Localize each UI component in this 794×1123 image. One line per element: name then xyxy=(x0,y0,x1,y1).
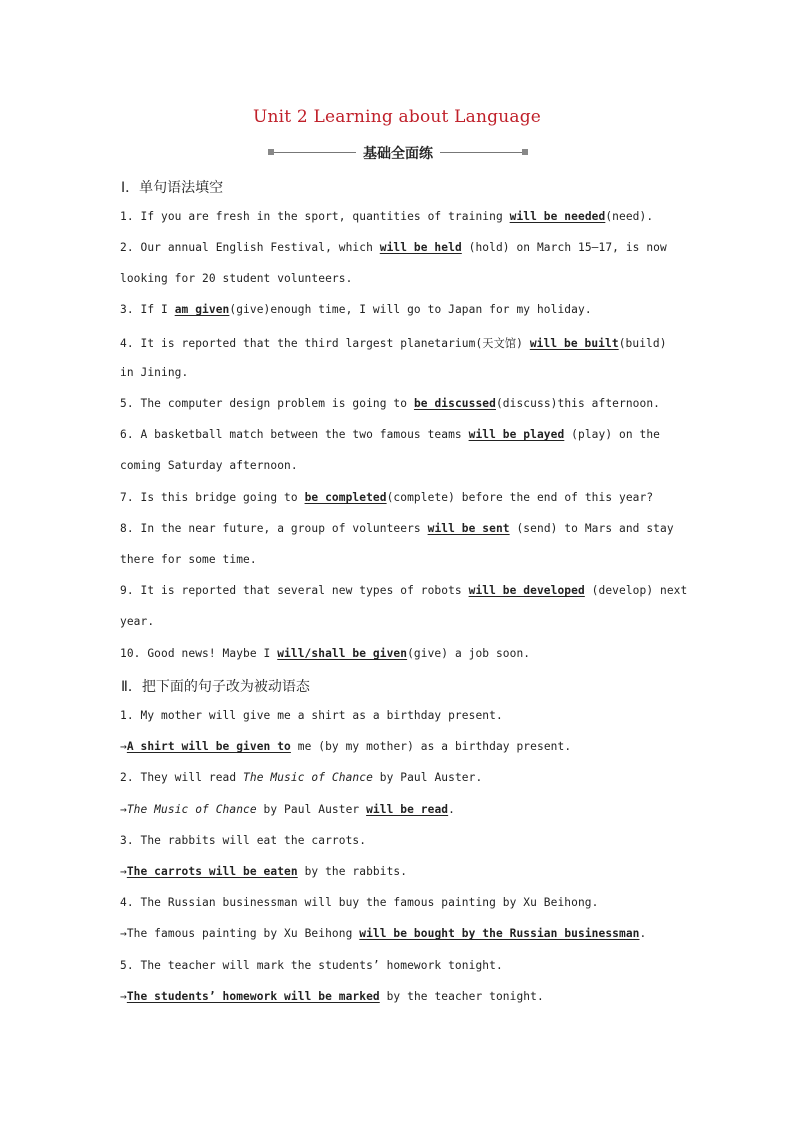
section-2-heading: Ⅱ．把下面的句子改为被动语态 xyxy=(121,679,310,695)
rewrite-answer-3: →The carrots will be eaten by the rabbits. xyxy=(120,865,408,878)
rewrite-answer-4: →The famous painting by Xu Beihong will be bought by the Russian businessman. xyxy=(120,927,647,940)
answer-10: will/shall be given xyxy=(277,647,408,660)
answer-4: will be built xyxy=(529,337,619,350)
arrow-icon: → xyxy=(120,927,127,940)
answer-8: will be sent xyxy=(427,522,510,535)
question-8-cont: there for some time. xyxy=(120,553,257,566)
page-title: Unit 2 Learning about Language xyxy=(252,107,542,127)
rewrite-question-5: 5. The teacher will mark the students’ homework tonight. xyxy=(120,959,503,972)
arrow-icon: → xyxy=(120,865,127,878)
rewrite-question-3: 3. The rabbits will eat the carrots. xyxy=(120,834,367,847)
rewrite-question-2: 2. They will read The Music of Chance by Paul Auster. xyxy=(120,771,483,784)
question-6: 6. A basketball match between the two famous teams will be played (play) on the xyxy=(120,428,661,441)
answer-6: will be played xyxy=(468,428,565,441)
question-9: 9. It is reported that several new types of robots will be developed (develop) next xyxy=(120,584,688,597)
rewrite-answer-5: →The students’ homework will be marked by the teacher tonight. xyxy=(120,990,544,1003)
question-6-cont: coming Saturday afternoon. xyxy=(120,459,298,472)
question-4-cont: in Jining. xyxy=(120,366,189,379)
answer-2: will be held xyxy=(379,241,462,254)
rewrite-answer-1: →A shirt will be given to me (by my mother) as a birthday present. xyxy=(120,740,572,753)
rewrite-question-1: 1. My mother will give me a shirt as a birthday present. xyxy=(120,709,503,722)
banner-label: 基础全面练 xyxy=(363,146,433,162)
rewrite-question-4: 4. The Russian businessman will buy the famous painting by Xu Beihong. xyxy=(120,896,599,909)
banner-right-rule xyxy=(440,152,522,153)
question-9-cont: year. xyxy=(120,615,155,628)
arrow-icon: → xyxy=(120,740,127,753)
question-7: 7. Is this bridge going to be completed(complete) before the end of this year? xyxy=(120,491,654,504)
question-3: 3. If I am given(give)enough time, I will go to Japan for my holiday. xyxy=(120,303,592,316)
question-8: 8. In the near future, a group of volunteers will be sent (send) to Mars and stay xyxy=(120,522,674,535)
section-1-heading: Ⅰ．单句语法填空 xyxy=(121,180,224,196)
answer-9: will be developed xyxy=(468,584,585,597)
answer-7: be completed xyxy=(304,491,387,504)
question-4: 4. It is reported that the third largest planetarium(天文馆) will be built(build) xyxy=(120,337,667,350)
question-5: 5. The computer design problem is going to be discussed(discuss)this afternoon. xyxy=(120,397,661,410)
question-2: 2. Our annual English Festival, which will be held (hold) on March 15—17, is now xyxy=(120,241,667,254)
banner-right-square-icon xyxy=(522,149,528,155)
answer-1: will be needed xyxy=(509,210,606,223)
arrow-icon: → xyxy=(120,803,127,816)
answer-5: be discussed xyxy=(413,397,496,410)
question-2-cont: looking for 20 student volunteers. xyxy=(120,272,353,285)
arrow-icon: → xyxy=(120,990,127,1003)
rewrite-answer-2: →The Music of Chance by Paul Auster will be read. xyxy=(120,803,455,816)
answer-3: am given xyxy=(174,303,230,316)
question-10: 10. Good news! Maybe I will/shall be given(give) a job soon. xyxy=(120,647,531,660)
section-banner xyxy=(268,143,528,163)
question-1: 1. If you are fresh in the sport, quantities of training will be needed(need). xyxy=(120,210,654,223)
